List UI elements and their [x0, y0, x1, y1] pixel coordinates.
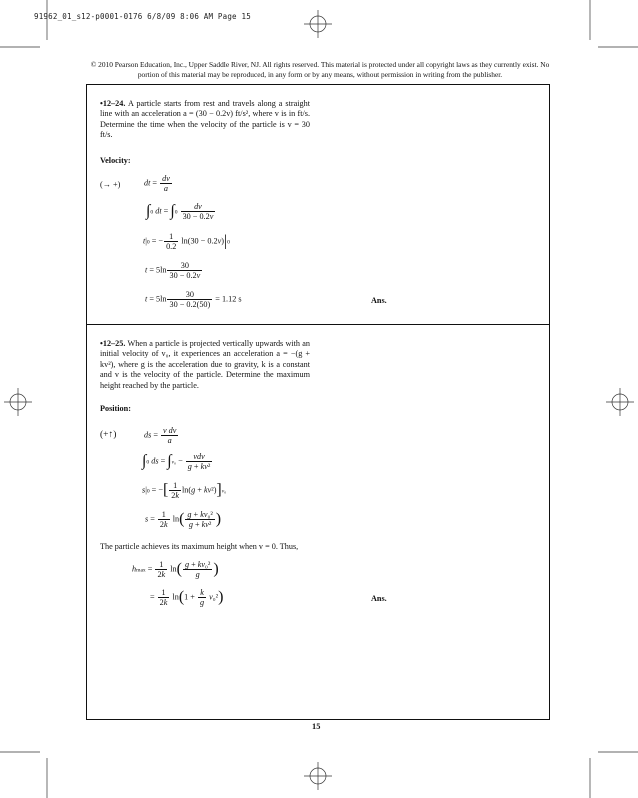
printer-slug: 91962_01_s12-p0001-0176 6/8/09 8:06 AM Page 15 — [34, 12, 251, 21]
equation-9: s = $\frac{1}{2k}$ ln( $\frac{\text{g + kv₀²}}{\text{g + kv²}}$ ) — [145, 510, 222, 529]
page-number: 15 — [312, 722, 321, 731]
problem-text: When a particle is projected vertically upwards with an initial velocity of v₀, it experiences an acceleration a = −(g + kv²), where g is the acceleration due to gravity, k is a constant and v is the velocity of the particle. Determine the maximum height reached by the particle. — [100, 339, 310, 390]
equation-10: hmax = $\frac{1}{2k}$ ln( $\frac{\text{g + kv₀²}}{g}$ ) — [132, 560, 219, 579]
equation-1: dt = $\frac{dv}{a}$ — [144, 174, 170, 193]
problem-12-25-statement — [100, 339, 310, 391]
equation-7: ∫0 ds = ∫v₀ − $\frac{\text{vdv}}{\text{g + kv²}}$ — [142, 452, 211, 471]
max-height-statement: The particle achieves its maximum height when v = 0. Thus, — [100, 542, 299, 551]
velocity-heading: Velocity: — [100, 156, 131, 165]
problem-divider — [86, 324, 550, 325]
copyright-notice: © 2010 Pearson Education, Inc., Upper Saddle River, NJ. All rights reserved. This material is protected under all copyright laws as they currently exist. No portion of this material may be reproduced, in any form or by any means, without permission in writing from the publisher. — [90, 60, 550, 79]
equation-11: = $\frac{1}{2k}$ ln(1 + $\frac{k}{g}$ v₀²) — [150, 588, 224, 607]
equation-3: t|0 = − $\frac{1}{0.2}$ ln(30 − 0.2v)|0 — [143, 232, 230, 251]
problem-text: A particle starts from rest and travels along a straight line with an acceleration a = (30 − 0.2v) ft/s², where v is in ft/s. Determine the time when the velocity of the particle is v = 30 ft/s. — [100, 99, 310, 140]
problem-number: •12–24. — [100, 99, 126, 108]
equation-2: ∫0 dt = ∫0 $\frac{dv}{30 - 0.2v}$ — [146, 202, 214, 221]
direction-label: (+↑) — [100, 430, 117, 440]
equation-5: t = 5ln $\frac{30}{30 - 0.2(50)}$ = 1.12 s — [145, 290, 242, 309]
answer-label-2: Ans. — [371, 594, 387, 603]
problem-12-24-statement — [100, 99, 310, 141]
equation-8: s|0 = −[ $\frac{1}{2k}$ ln(g + kv²)]v₀ — [142, 481, 227, 500]
direction-label: (→ +) — [100, 180, 121, 189]
equation-4: t = 5ln $\frac{30}{30 - 0.2v}$ — [145, 261, 201, 280]
equation-6: ds = $\frac{\text{v dv}}{a}$ — [144, 426, 177, 445]
answer-label-1: Ans. — [371, 296, 387, 305]
problem-number: •12–25. — [100, 339, 126, 348]
position-heading: Position: — [100, 404, 131, 413]
